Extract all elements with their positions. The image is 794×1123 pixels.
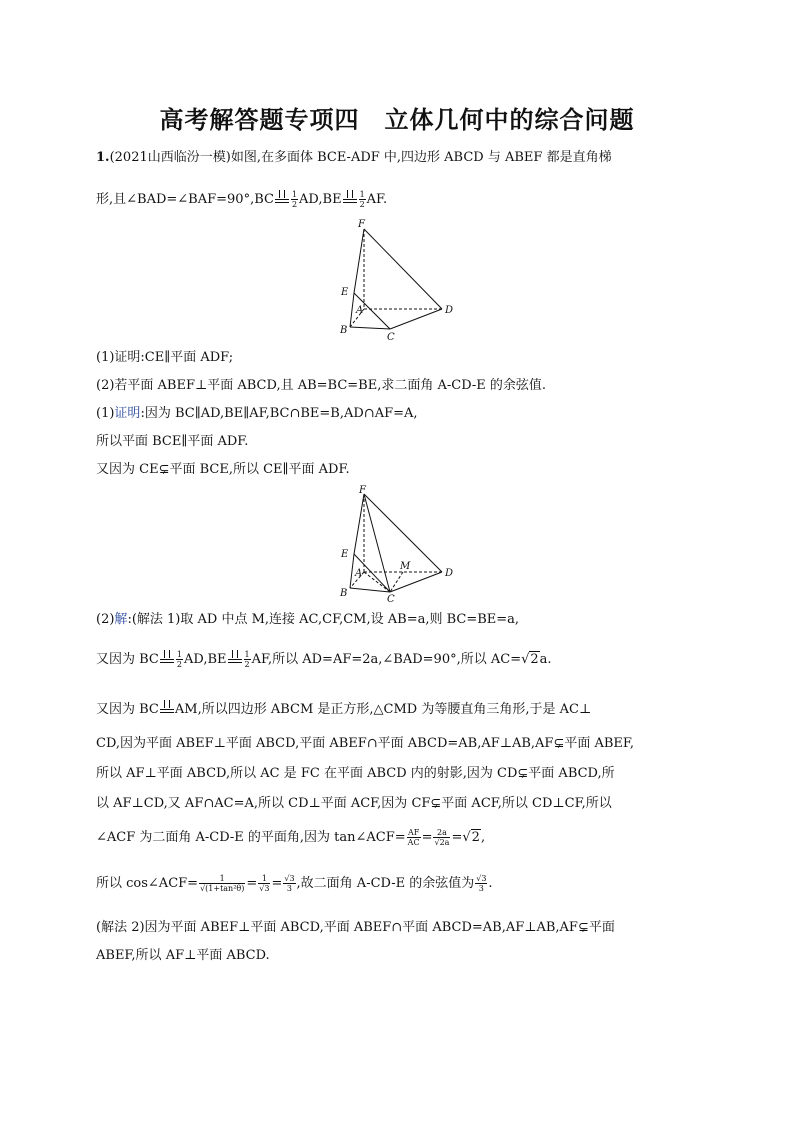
problem-stem-text: 如图,在多面体 BCE-ADF 中,四边形 ABCD 与 ABEF 都是直角梯 — [230, 150, 612, 165]
solution-alt-line2: ABEF,所以 AF⊥平面 ABCD. — [96, 948, 270, 963]
problem-stem-line1 — [96, 148, 612, 168]
parallel-equal-symbol — [160, 700, 174, 714]
solution-1-line3: 又因为 CE⊊平面 BCE,所以 CE∥平面 ADF. — [96, 462, 350, 477]
question-1: (1)证明:CE∥平面 ADF; — [96, 350, 234, 365]
edge-BC — [350, 588, 390, 592]
label-E: E — [341, 549, 349, 560]
label-M: M — [400, 561, 411, 572]
sqrt-2: √2 — [462, 830, 480, 845]
equals: = — [271, 876, 283, 891]
page-title: 高考解答题专项四 立体几何中的综合问题 — [159, 106, 635, 134]
fraction-half: $\frac{1}{2}$ — [176, 650, 182, 669]
edge-CD — [390, 309, 442, 329]
label-B: B — [340, 588, 348, 599]
edge-FE — [354, 494, 364, 554]
figure-2-polyhedron — [330, 484, 470, 604]
solution-1-tag: (1) — [96, 406, 115, 421]
fraction-cos-1: $\frac{1}{\text{√(1+tan²θ)}}$ — [200, 874, 245, 893]
edge-BC — [350, 327, 390, 329]
text-c: . — [488, 876, 493, 891]
problem-number: 1. — [96, 150, 110, 165]
equals: = — [451, 830, 463, 845]
parallel-equal-symbol — [275, 190, 289, 204]
text-b: AD,BE — [183, 652, 227, 667]
solution-1-text: :因为 BC∥AD,BE∥AF,BC∩BE=B,AD∩AF=A, — [140, 406, 418, 421]
equals: = — [421, 830, 433, 845]
edge-FC — [364, 494, 390, 592]
text-d: a. — [539, 652, 552, 667]
fraction-half: $\frac{1}{2}$ — [291, 190, 298, 209]
solution-alt-line1: (解法 2)因为平面 ABEF⊥平面 ABCD,平面 ABEF∩平面 ABCD=AB,AF⊥AB,AF⊊平面 — [96, 920, 615, 935]
edge-AC — [364, 572, 390, 592]
solution-2-line7 — [96, 828, 485, 848]
text-b: AM,所以四边形 ABCM 是正方形,△CMD 为等腰直角三角形,于是 AC⊥ — [174, 702, 592, 717]
parallel-equal-symbol — [160, 650, 174, 664]
solution-2-line1 — [96, 610, 519, 630]
text-c: , — [480, 830, 486, 845]
sqrt-2: √2 — [521, 652, 539, 667]
parallel-equal-symbol — [343, 190, 357, 204]
solution-2-text: :(解法 1)取 AD 中点 M,连接 AC,CF,CM,设 AB=a,则 BC=BE=a, — [127, 612, 520, 627]
label-E: E — [341, 287, 349, 298]
fraction-cos-answer: $\frac{√3}{3}$ — [476, 874, 487, 893]
edge-EB — [350, 554, 354, 588]
problem-source: (2021山西临汾一模) — [109, 150, 231, 165]
fraction-cos-2: $\frac{1}{√3}$ — [259, 874, 270, 893]
fraction-half: $\frac{1}{2}$ — [359, 190, 365, 209]
solution-2-line2 — [96, 650, 552, 670]
edge-CD — [390, 572, 442, 592]
label-C: C — [387, 332, 395, 343]
fraction-2a-root2a: $\frac{2a}{√2a}$ — [434, 828, 450, 847]
edge-FD — [364, 229, 442, 309]
solution-2-line5: 所以 AF⊥平面 ABCD,所以 AC 是 FC 在平面 ABCD 内的射影,因为 CD⊊平面 ABCD,所 — [96, 766, 615, 781]
label-F: F — [358, 219, 365, 230]
parallel-equal-symbol — [228, 650, 242, 664]
stem-text-c: AF. — [366, 192, 388, 207]
fraction-af-ac: $\frac{AF}{AC}$ — [407, 828, 420, 847]
stem-text-b: AD,BE — [299, 192, 342, 207]
figure-1-polyhedron — [330, 215, 470, 345]
question-2: (2)若平面 ABEF⊥平面 ABCD,且 AB=BC=BE,求二面角 A-CD-E 的余弦值. — [96, 378, 547, 393]
label-A: A — [355, 568, 363, 579]
fraction-half: $\frac{1}{2}$ — [244, 650, 250, 669]
label-F: F — [359, 485, 366, 496]
equals: = — [246, 876, 258, 891]
problem-stem-line2 — [96, 190, 387, 210]
text-a: 又因为 BC — [96, 702, 159, 717]
text-a: 又因为 BC — [96, 652, 159, 667]
solution-1-line2: 所以平面 BCE∥平面 ADF. — [96, 434, 249, 449]
label-A: A — [356, 305, 364, 316]
solution-2-line3 — [96, 700, 591, 720]
text-a: 所以 cos∠ACF= — [96, 876, 199, 891]
solution-2-line8 — [96, 874, 493, 894]
solution-1-keyword: 证明 — [114, 406, 141, 421]
label-C: C — [387, 594, 395, 604]
solution-2-line6: 以 AF⊥CD,又 AF∩AC=A,所以 CD⊥平面 ACF,因为 CF⊊平面 ACF,所以 CD⊥CF,所以 — [96, 796, 612, 811]
fraction-cos-3: $\frac{√3}{3}$ — [284, 874, 295, 893]
label-D: D — [445, 305, 454, 316]
label-D: D — [445, 568, 454, 579]
edge-FE — [354, 229, 364, 293]
solution-2-line4: CD,因为平面 ABEF⊥平面 ABCD,平面 ABEF∩平面 ABCD=AB,AF⊥AB,AF⊊平面 ABEF, — [96, 736, 635, 751]
solution-2-tag: (2) — [96, 612, 115, 627]
stem-text-a: 形,且∠BAD=∠BAF=90°,BC — [96, 192, 274, 207]
solution-1-line1 — [96, 404, 418, 424]
label-B: B — [340, 325, 348, 336]
text-a: ∠ACF 为二面角 A-CD-E 的平面角,因为 tan∠ACF= — [96, 830, 406, 845]
text-b: ,故二面角 A-CD-E 的余弦值为 — [296, 876, 475, 891]
text-c: AF,所以 AD=AF=2a,∠BAD=90°,所以 AC= — [251, 652, 522, 667]
solution-2-keyword: 解 — [114, 612, 128, 627]
